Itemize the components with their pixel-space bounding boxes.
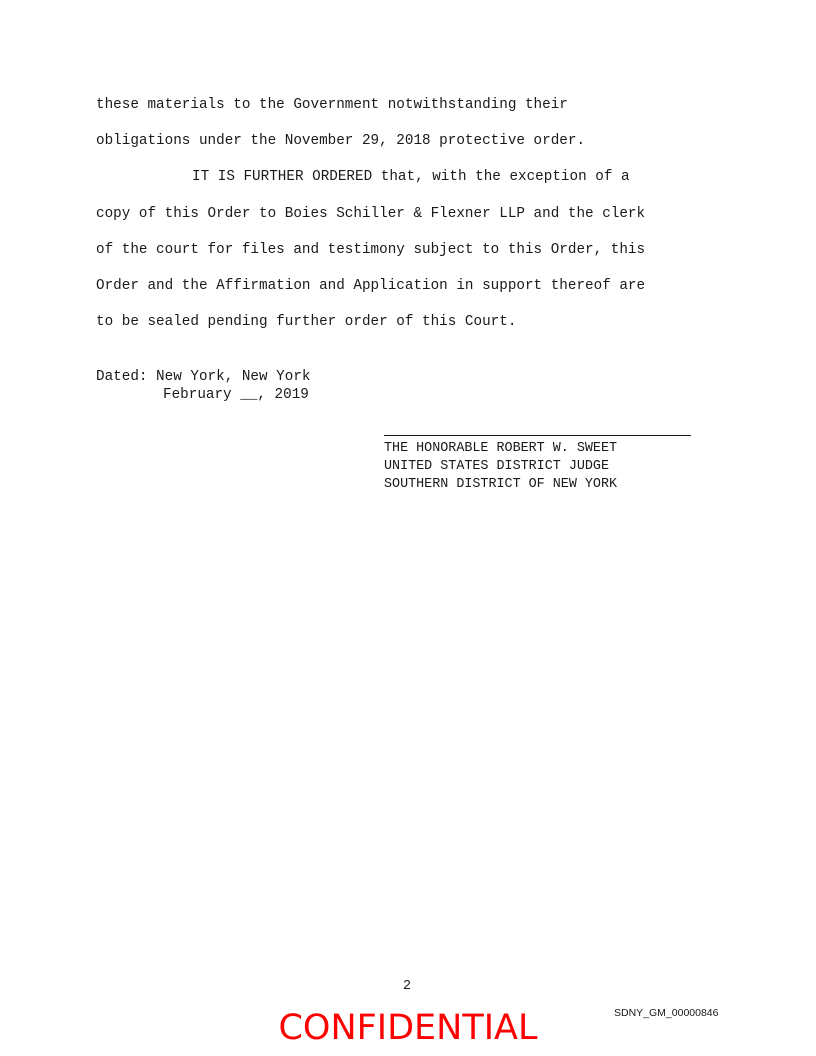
body-line-1: these materials to the Government notwithstanding their [96, 97, 568, 113]
judge-court: SOUTHERN DISTRICT OF NEW YORK [384, 477, 618, 492]
body-line-2: obligations under the November 29, 2018 protective order. [96, 133, 586, 149]
confidential-stamp: CONFIDENTIAL [278, 1008, 538, 1048]
bates-number: SDNY_GM_00000846 [614, 1007, 719, 1019]
judge-title: UNITED STATES DISTRICT JUDGE [384, 459, 609, 474]
signature-line [384, 435, 691, 436]
page-number: 2 [402, 979, 412, 994]
body-line-7: to be sealed pending further order of this Court. [96, 314, 517, 330]
body-line-5: of the court for files and testimony subject to this Order, this [96, 242, 646, 258]
dated-date: February __, 2019 [163, 387, 309, 403]
body-line-4: copy of this Order to Boies Schiller & Flexner LLP and the clerk [96, 206, 646, 222]
judge-name: THE HONORABLE ROBERT W. SWEET [384, 441, 618, 456]
body-line-6: Order and the Affirmation and Application in support thereof are [96, 278, 646, 294]
body-line-3: IT IS FURTHER ORDERED that, with the exception of a [192, 169, 630, 185]
dated-location: Dated: New York, New York [96, 369, 311, 385]
